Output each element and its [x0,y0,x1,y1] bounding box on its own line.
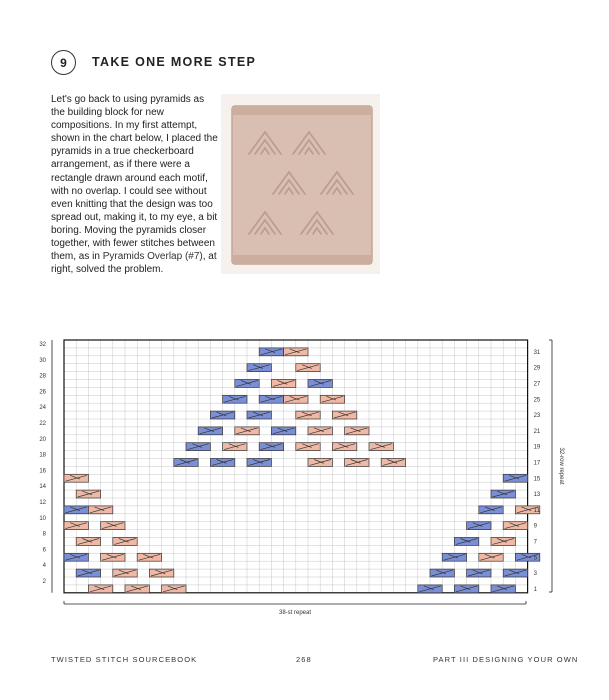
cable-symbol-blue [418,585,442,593]
cable-symbol-pink [113,538,137,546]
cable-symbol-pink [332,411,356,419]
cable-symbol-blue [247,364,271,372]
vertical-repeat-label: 32-row repeat [558,447,564,485]
cable-symbol-pink [296,411,320,419]
cable-symbol-pink [271,380,295,388]
cable-symbol-blue [491,490,515,498]
cable-symbol-blue [76,569,100,577]
row-label: 11 [533,507,540,514]
row-label: 26 [39,389,46,396]
section-title: TAKE ONE MORE STEP [92,55,257,69]
cable-symbol-blue [247,411,271,419]
cable-symbol-pink [345,459,369,467]
cable-symbol-blue [503,569,527,577]
row-label: 13 [533,492,541,499]
cable-symbol-pink [479,553,503,561]
cable-symbol-pink [284,395,308,403]
row-label: 2 [42,578,46,585]
row-label: 10 [39,515,46,522]
cable-symbol-pink [491,538,515,546]
cable-symbol-blue [259,395,283,403]
cable-symbol-pink [149,569,173,577]
row-label: 5 [533,555,537,562]
cable-symbol-blue [442,553,466,561]
chart-symbols [64,348,540,593]
cable-symbol-pink [235,427,259,435]
cable-symbol-pink [223,443,247,451]
cable-symbol-pink [113,569,137,577]
row-label: 29 [533,365,541,372]
row-label: 18 [39,452,46,459]
cable-symbol-blue [479,506,503,514]
cable-symbol-pink [381,459,405,467]
cable-symbol-pink [76,538,100,546]
cable-symbol-blue [64,506,88,514]
row-label: 17 [533,460,541,467]
cable-symbol-blue [210,411,234,419]
cable-symbol-blue [454,585,478,593]
cable-symbol-blue [247,459,271,467]
cable-symbol-blue [271,427,295,435]
cable-symbol-pink [345,427,369,435]
cable-symbol-pink [137,553,161,561]
row-label: 27 [533,381,541,388]
cable-symbol-blue [454,538,478,546]
row-label: 14 [39,484,46,491]
row-label: 31 [533,349,541,356]
row-label: 20 [39,436,46,443]
cable-symbol-pink [88,506,112,514]
cable-symbol-blue [198,427,222,435]
row-label: 1 [533,586,537,593]
footer-section: PART III DESIGNING YOUR OWN [433,655,579,664]
horizontal-repeat-bracket [64,601,526,616]
cable-symbol-pink [101,553,125,561]
row-label: 7 [533,539,537,546]
body-text-after: , at right, solved the problem. [51,251,217,276]
footer-page-number: 268 [296,655,312,664]
row-label: 16 [39,468,46,475]
footer-book-title: TWISTED STITCH SOURCEBOOK [51,655,198,664]
vertical-repeat-bracket [549,340,564,592]
cable-symbol-pink [369,443,393,451]
cable-symbol-pink [284,348,308,356]
cable-symbol-pink [308,459,332,467]
cable-symbol-pink [64,522,88,530]
left-row-labels [39,340,52,593]
cable-symbol-blue [186,443,210,451]
cable-symbol-blue [64,553,88,561]
row-label: 19 [533,444,541,451]
cable-symbol-blue [430,569,454,577]
step-number: 9 [60,55,67,70]
row-label: 15 [533,476,541,483]
cable-symbol-pink [76,490,100,498]
row-label: 12 [39,499,46,506]
cable-symbol-blue [174,459,198,467]
cable-symbol-pink [296,364,320,372]
body-text-before: Let's go back to using pyramids as the building block for new compositions. In my first attempt, shown in the chart below, I placed the pyramids in a true checkerboard arrangement, as if there were a rectangle drawn around each motif, with no overlap. I could see without even knitting that the design was too spread out, making it, to my eye, a bit boring. Moving the pyramids closer together, with fewer stitches between them, as in [51,94,218,263]
cable-symbol-blue [503,474,527,482]
cable-symbol-pink [296,443,320,451]
row-label: 30 [39,357,46,364]
cable-symbol-pink [125,585,149,593]
row-label: 22 [39,420,46,427]
cable-symbol-pink [332,443,356,451]
cable-symbol-pink [308,427,332,435]
cable-symbol-blue [223,395,247,403]
row-label: 32 [39,341,46,348]
horizontal-repeat-label: 38-st repeat [278,610,312,616]
cable-symbol-blue [210,459,234,467]
cable-symbol-pink [503,522,527,530]
cable-symbol-pink [64,474,88,482]
cable-symbol-blue [235,380,259,388]
cable-symbol-pink [320,395,344,403]
cable-symbol-blue [259,348,283,356]
cable-symbol-blue [467,522,491,530]
cable-symbol-pink [88,585,112,593]
cable-symbol-pink [101,522,125,530]
row-label: 28 [39,373,46,380]
cable-symbol-pink [162,585,186,593]
row-label: 8 [42,531,46,538]
pattern-reference: Pyramids Overlap (#7) [102,251,203,263]
row-label: 3 [533,571,537,578]
row-label: 21 [533,428,541,435]
row-label: 6 [42,547,46,554]
cable-symbol-blue [308,380,332,388]
row-label: 25 [533,397,541,404]
row-label: 4 [42,563,46,570]
row-label: 24 [39,405,46,412]
row-label: 9 [533,523,537,530]
row-label: 23 [533,413,541,420]
cable-symbol-blue [259,443,283,451]
cable-symbol-blue [467,569,491,577]
cable-symbol-blue [491,585,515,593]
